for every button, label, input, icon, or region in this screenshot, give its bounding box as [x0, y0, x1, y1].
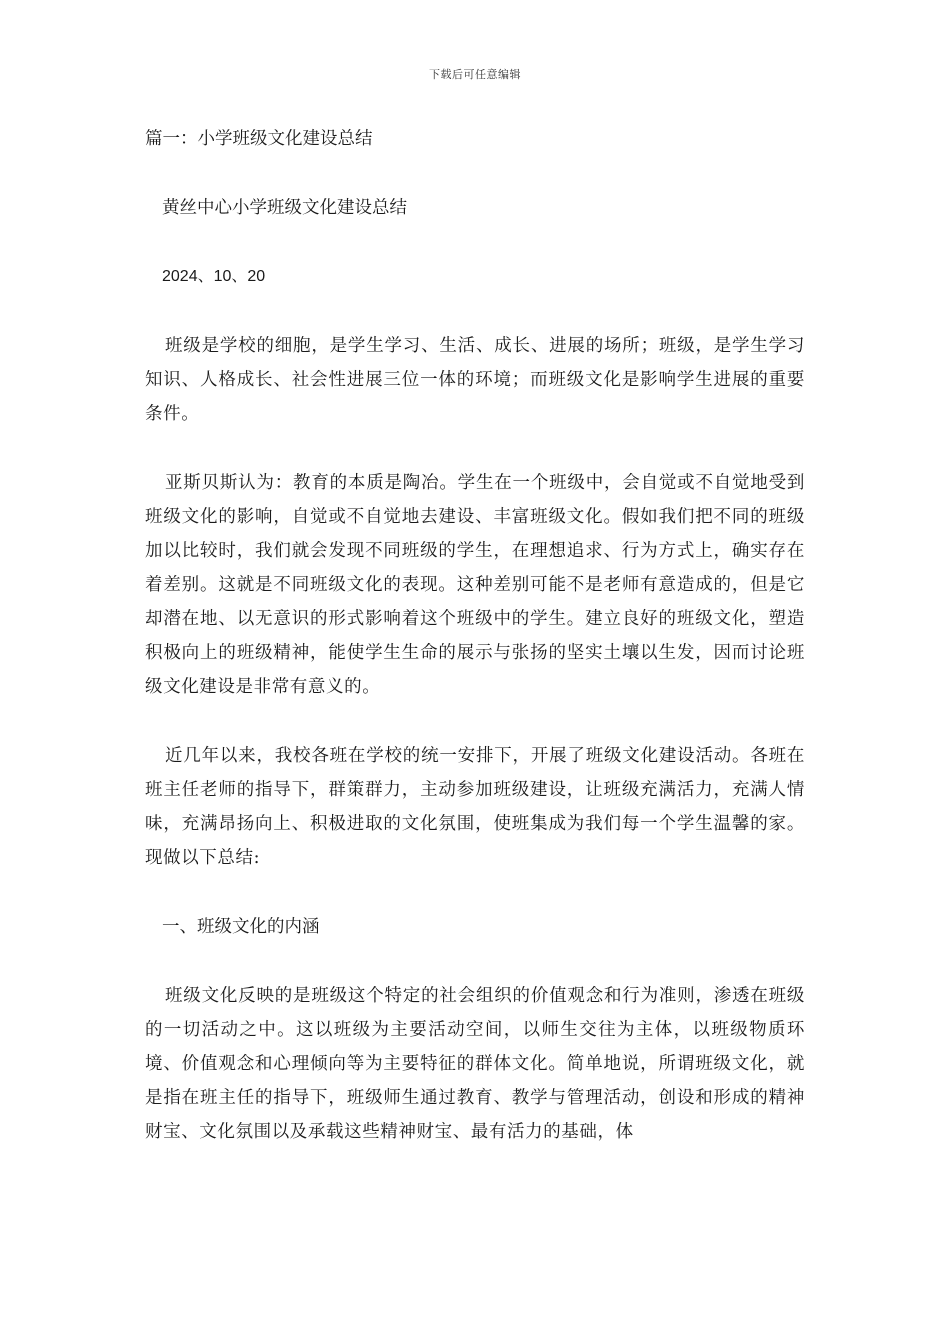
paragraph: 近几年以来，我校各班在学校的统一安排下，开展了班级文化建设活动。各班在班主任老师的指导下，群策群力，主动参加班级建设，让班级充满活力，充满人情味，充满昂扬向上、积极进取的文化氛围，使班集成为我们每一个学生温馨的家。现做以下总结: [145, 746, 805, 868]
document-subtitle: 黄丝中心小学班级文化建设总结 [162, 198, 407, 218]
page-header-note: 下载后可任意编辑 [429, 68, 521, 81]
document-body [145, 122, 805, 1184]
paragraph: 班级是学校的细胞，是学生学习、生活、成长、进展的场所；班级，是学生学习知识、人格成长、社会性进展三位一体的环境；而班级文化是影响学生进展的重要条件。 [145, 336, 805, 424]
document-title: 篇一：小学班级文化建设总结 [145, 129, 373, 149]
paragraph: 亚斯贝斯认为：教育的本质是陶冶。学生在一个班级中，会自觉或不自觉地受到班级文化的影响，自觉或不自觉地去建设、丰富班级文化。假如我们把不同的班级加以比较时，我们就会发现不同班级的学生，在理想追求、行为方式上，确实存在着差别。这就是不同班级文化的表现。这种差别可能不是老师有意造成的，但是它却潜在地、以无意识的形式影响着这个班级中的学生。建立良好的班级文化，塑造积极向上的班级精神，能使学生生命的展示与张扬的坚实土壤以生发，因而讨论班级文化建设是非常有意义的。 [145, 473, 805, 697]
document-date: 2024、10、20 [162, 268, 266, 285]
paragraph: 班级文化反映的是班级这个特定的社会组织的价值观念和行为准则，渗透在班级的一切活动之中。这以班级为主要活动空间，以师生交往为主体，以班级物质环境、价值观念和心理倾向等为主要特征的群体文化。简单地说，所谓班级文化，就是指在班主任的指导下，班级师生通过教育、教学与管理活动，创设和形成的精神财宝、文化氛围以及承载这些精神财宝、最有活力的基础，体 [145, 986, 805, 1142]
section-heading: 一、班级文化的内涵 [162, 917, 320, 937]
